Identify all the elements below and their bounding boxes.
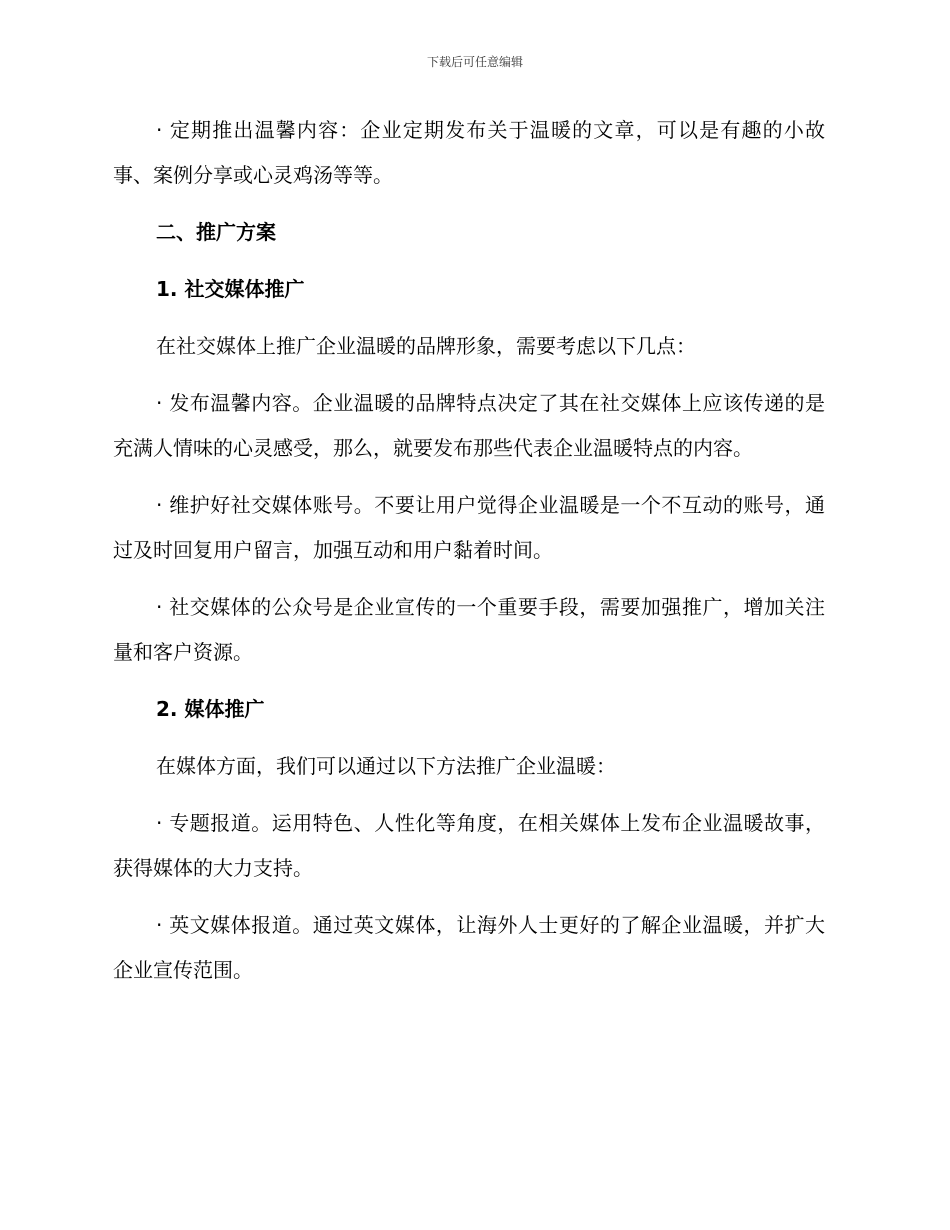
subheading-social-media: 1. 社交媒体推广	[156, 277, 305, 301]
paragraph-special-report: · 专题报道。运用特色、人性化等角度，在相关媒体上发布企业温暖故事，获得媒体的大力支持。	[113, 811, 825, 880]
paragraph-media-intro: 在媒体方面，我们可以通过以下方法推广企业温暖：	[156, 754, 616, 778]
subheading-media: 2. 媒体推广	[156, 697, 265, 721]
page-header-note: 下载后可任意编辑	[426, 55, 523, 69]
section-heading-promotion-plan: 二、推广方案	[156, 220, 276, 244]
paragraph-english-media: · 英文媒体报道。通过英文媒体，让海外人士更好的了解企业温暖，并扩大企业宣传范围。	[113, 913, 825, 982]
paragraph-publish-content: · 发布温馨内容。企业温暖的品牌特点决定了其在社交媒体上应该传递的是充满人情味的心灵感受，那么，就要发布那些代表企业温暖特点的内容。	[113, 391, 825, 460]
paragraph-maintain-account: · 维护好社交媒体账号。不要让用户觉得企业温暖是一个不互动的账号，通过及时回复用户留言，加强互动和用户黏着时间。	[113, 493, 825, 562]
paragraph-warm-content: · 定期推出温馨内容：企业定期发布关于温暖的文章，可以是有趣的小故事、案例分享或心灵鸡汤等等。	[113, 118, 825, 187]
paragraph-social-intro: 在社交媒体上推广企业温暖的品牌形象，需要考虑以下几点：	[156, 334, 696, 358]
paragraph-official-account: · 社交媒体的公众号是企业宣传的一个重要手段，需要加强推广，增加关注量和客户资源。	[113, 595, 825, 664]
document-body	[113, 108, 825, 1005]
